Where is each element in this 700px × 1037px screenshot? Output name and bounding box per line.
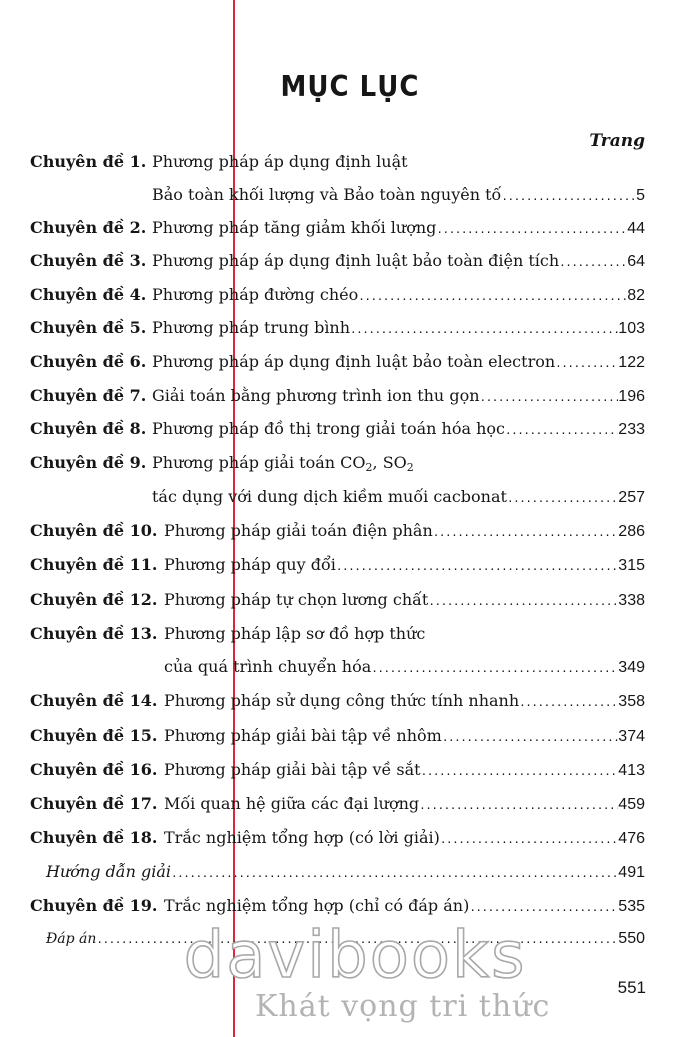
dot-leader: [419, 799, 618, 812]
toc-entry-label: Chuyên đề 13.: [30, 624, 158, 643]
toc-entry-6: [30, 352, 645, 378]
toc-entry-answers-guide: [46, 862, 645, 888]
toc-entry-16: [30, 760, 645, 786]
dot-leader: [507, 492, 618, 505]
toc-entry-3: [30, 251, 645, 277]
dot-leader: [358, 290, 627, 303]
toc-entry-label: Chuyên đề 10.: [30, 521, 158, 540]
toc-entry-title-cont: của quá trình chuyển hóa: [164, 657, 372, 676]
dot-leader: [350, 323, 618, 336]
toc-entry-1: [30, 152, 645, 178]
watermark-brand: davibooks: [183, 919, 527, 993]
dot-leader: [469, 901, 618, 914]
toc-entry-title: Phương pháp áp dụng định luật: [152, 152, 408, 171]
toc-entry-label: Chuyên đề 11.: [30, 555, 158, 574]
toc-entry-title: Phương pháp trung bình: [152, 318, 351, 337]
toc-entry-title: Phương pháp sử dụng công thức tính nhanh: [164, 691, 520, 710]
toc-entry-title: Phương pháp lập sơ đồ hợp thức: [164, 624, 426, 643]
toc-entry-title: Phương pháp giải bài tập về sắt: [164, 760, 421, 779]
toc-entry-label: Chuyên đề 19.: [30, 896, 158, 915]
toc-entry-page: 338: [618, 592, 645, 609]
toc-entry-title: Hướng dẫn giải: [46, 862, 171, 881]
toc-entry-title: Phương pháp giải bài tập về nhôm: [164, 726, 442, 745]
toc-entry-8: [30, 419, 645, 445]
dot-leader: [436, 223, 627, 236]
toc-entry-10: [30, 521, 645, 547]
toc-entry-title-cont: tác dụng với dung dịch kiềm muối cacbonat: [152, 487, 507, 506]
dot-leader: [440, 833, 618, 846]
toc-entry-page: 5: [636, 187, 645, 204]
toc-entry-page: 64: [627, 253, 645, 270]
toc-entry-5: [30, 318, 645, 344]
toc-entry-9: [30, 453, 645, 479]
page-title: MỤC LỤC: [280, 70, 420, 104]
toc-entry-page: 349: [618, 659, 645, 676]
toc-entry-1-cont: [30, 185, 645, 211]
toc-entry-12: [30, 590, 645, 616]
toc-entry-page: 286: [618, 523, 645, 540]
toc-entry-page: 358: [618, 693, 645, 710]
toc-entry-page: 459: [618, 796, 645, 813]
toc-entry-label: Chuyên đề 4.: [30, 285, 147, 304]
toc-entry-page: 413: [618, 762, 645, 779]
dot-leader: [336, 560, 618, 573]
toc-entry-title: Phương pháp giải toán điện phân: [164, 521, 433, 540]
toc-entry-page: 233: [618, 421, 645, 438]
toc-entry-17: [30, 794, 645, 820]
toc-entry-page: 550: [618, 930, 645, 947]
toc-entry-page: 374: [618, 728, 645, 745]
toc-entry-4: [30, 285, 645, 311]
page-number: 551: [617, 978, 646, 997]
toc-entry-18: [30, 828, 645, 854]
toc-entry-title: Giải toán bằng phương trình ion thu gọn: [152, 386, 480, 405]
toc-entry-label: Chuyên đề 15.: [30, 726, 158, 745]
dot-leader: [559, 256, 627, 269]
toc-entry-title: Phương pháp áp dụng định luật bảo toàn điện tích: [152, 251, 560, 270]
toc-entry-page: 315: [618, 557, 645, 574]
toc-entry-page: 196: [618, 388, 645, 405]
dot-leader: [505, 424, 618, 437]
toc-entry-title-cont: Bảo toàn khối lượng và Bảo toàn nguyên tố: [152, 185, 502, 204]
toc-entry-label: Chuyên đề 7.: [30, 386, 147, 405]
toc-entry-title: Đáp án: [46, 931, 97, 947]
toc-entry-page: 82: [627, 287, 645, 304]
toc-entry-2: [30, 218, 645, 244]
watermark-slogan: Khát vọng tri thức: [255, 989, 551, 1024]
toc-entry-page: 257: [618, 489, 645, 506]
toc-entry-9-cont: [30, 487, 645, 513]
toc-entry-label: Chuyên đề 3.: [30, 251, 147, 270]
toc-entry-page: 103: [618, 320, 645, 337]
dot-leader: [428, 595, 618, 608]
toc-entry-13: [30, 624, 645, 650]
toc-entry-title: Mối quan hệ giữa các đại lượng: [164, 794, 420, 813]
toc-entry-7: [30, 386, 645, 412]
toc-entry-label: Chuyên đề 6.: [30, 352, 147, 371]
toc-entry-label: Chuyên đề 5.: [30, 318, 147, 337]
toc-entry-label: Chuyên đề 16.: [30, 760, 158, 779]
toc-entry-15: [30, 726, 645, 752]
toc-entry-title: Phương pháp tăng giảm khối lượng: [152, 218, 437, 237]
toc-entry-page: 476: [618, 830, 645, 847]
toc-entry-13-cont: [30, 657, 645, 683]
toc-entry-14: [30, 691, 645, 717]
toc-entry-label: Chuyên đề 2.: [30, 218, 147, 237]
toc-entry-title: Trắc nghiệm tổng hợp (có lời giải): [164, 828, 440, 847]
toc-entry-page: 491: [618, 864, 645, 881]
dot-leader: [501, 190, 636, 203]
dot-leader: [519, 696, 618, 709]
toc-entry-label: Chuyên đề 12.: [30, 590, 158, 609]
toc-entry-title: Phương pháp đồ thị trong giải toán hóa học: [152, 419, 506, 438]
toc-entry-title: Phương pháp đường chéo: [152, 285, 359, 304]
toc-entry-label: Chuyên đề 1.: [30, 152, 147, 171]
toc-entry-label: Chuyên đề 18.: [30, 828, 158, 847]
toc-entry-title: Phương pháp giải toán $CO_2$, $SO_2$: [152, 453, 414, 474]
dot-leader: [442, 731, 618, 744]
toc-entry-label: Chuyên đề 8.: [30, 419, 147, 438]
toc-entry-title: Phương pháp áp dụng định luật bảo toàn electron: [152, 352, 556, 371]
toc-entry-label: Chuyên đề 9.: [30, 453, 147, 472]
toc-entry-title: Trắc nghiệm tổng hợp (chỉ có đáp án): [164, 896, 470, 915]
toc-entry-page: 44: [627, 220, 645, 237]
dot-leader: [555, 357, 618, 370]
dot-leader: [433, 526, 619, 539]
toc-entry-label: Chuyên đề 14.: [30, 691, 158, 710]
dot-leader: [421, 765, 619, 778]
toc-entry-title: Phương pháp quy đổi: [164, 555, 336, 574]
page-column-header: Trang: [589, 131, 645, 151]
toc-entry-11: [30, 555, 645, 581]
dot-leader: [480, 391, 619, 404]
dot-leader: [171, 867, 618, 880]
toc-entry-page: 535: [618, 898, 645, 915]
dot-leader: [371, 662, 618, 675]
toc-entry-page: 122: [618, 354, 645, 371]
toc-entry-label: Chuyên đề 17.: [30, 794, 158, 813]
toc-entry-title: Phương pháp tự chọn lương chất: [164, 590, 429, 609]
